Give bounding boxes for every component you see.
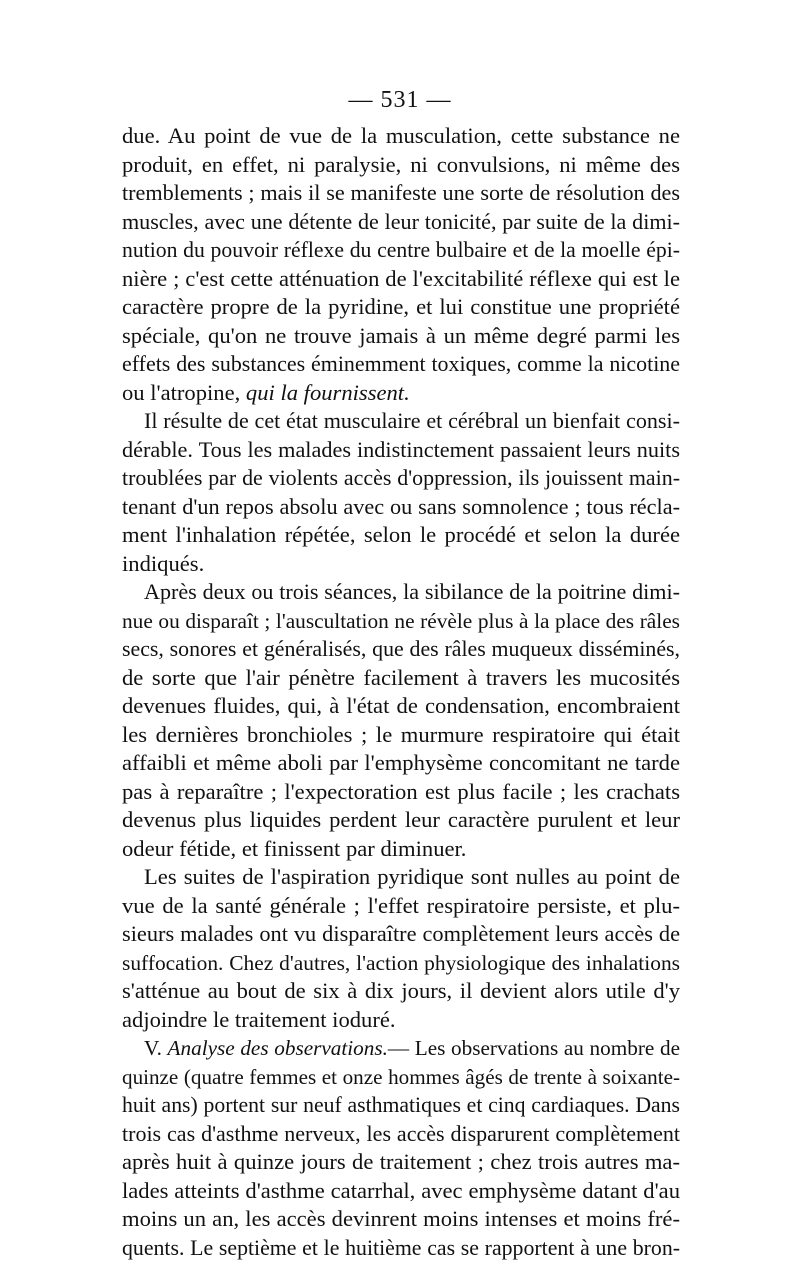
text-line — [122, 721, 680, 750]
text-run: produit, en effet, ni paralysie, ni convulsions, ni même des — [122, 151, 680, 177]
text-line — [122, 122, 680, 151]
text-line — [122, 977, 680, 1006]
text-line — [122, 208, 680, 237]
text-line — [122, 749, 680, 778]
text-run: tremblements ; mais il se manifeste une sorte de résolution des — [122, 180, 680, 205]
text-line — [122, 379, 680, 408]
text-line — [122, 493, 680, 522]
text-line — [122, 407, 680, 436]
text-line — [122, 607, 680, 636]
text-run: — Les observations au nombre de — [387, 1036, 680, 1060]
text-run: due. Au point de vue de la musculation, cette substance ne — [122, 123, 680, 148]
text-run: pas à reparaître ; l'expectoration est plus facile ; les crachats — [122, 778, 680, 804]
text-line — [122, 578, 680, 607]
text-line — [122, 1148, 680, 1177]
text-line — [122, 265, 680, 294]
text-run: adjoindre le traitement ioduré. — [122, 1006, 396, 1032]
text-line — [122, 949, 680, 978]
text-run: secs, sonores et généralisés, que des râles muqueux disséminés, — [122, 637, 680, 661]
text-run: huit ans) portent sur neuf asthmatiques et cinq cardiaques. Dans — [122, 1093, 680, 1117]
text-run: V. — [144, 1036, 168, 1060]
text-run: quents. Le septième et le huitième cas se rapportent à une bron- — [122, 1235, 680, 1260]
text-run: nution du pouvoir réflexe du centre bulbaire et de la moelle épi- — [122, 238, 680, 262]
text-run: Il résulte de cet état musculaire et cérébral un bienfait consi- — [144, 408, 680, 433]
text-run: trois cas d'asthme nerveux, les accès disparurent complètement — [122, 1120, 680, 1146]
body-text — [122, 122, 680, 1262]
text-line — [122, 464, 680, 493]
text-run: Après deux ou trois séances, la sibilance de la poitrine dimi- — [144, 579, 680, 604]
text-run: nière ; c'est cette atténuation de l'excitabilité réflexe qui est le — [122, 265, 680, 291]
text-run: effets des substances éminemment toxiques, comme la nicotine — [122, 351, 680, 376]
text-run: devenus plus liquides perdent leur caractère purulent et leur — [122, 807, 680, 832]
text-run: spéciale, qu'on ne trouve jamais à un même degré parmi les — [122, 322, 680, 348]
italic-text-run: Analyse des observations. — [167, 1036, 388, 1060]
text-line — [122, 1034, 680, 1063]
text-line — [122, 293, 680, 322]
text-line — [122, 664, 680, 693]
text-run: après huit à quinze jours de traitement ; chez trois autres ma- — [122, 1149, 680, 1174]
text-run: moins un an, les accès devinrent moins intenses et moins fré- — [122, 1206, 680, 1231]
text-run: s'atténue au bout de six à dix jours, il devient alors utile d'y — [122, 978, 680, 1003]
text-run: nue ou disparaît ; l'auscultation ne révèle plus à la place des râles — [122, 608, 680, 633]
text-line — [122, 350, 680, 379]
text-line — [122, 778, 680, 807]
text-run: caractère propre de la pyridine, et lui constitue une propriété — [122, 294, 680, 319]
text-line — [122, 322, 680, 351]
text-run: muscles, avec une détente de leur tonicité, par suite de la dimi- — [122, 208, 680, 234]
page-number: — 531 — — [348, 87, 452, 113]
text-line — [122, 920, 680, 949]
text-run: sieurs malades ont vu disparaître complètement leurs accès de — [122, 921, 680, 946]
text-run: de sorte que l'air pénètre facilement à travers les mucosités — [122, 664, 680, 690]
text-run: vue de la santé générale ; l'effet respiratoire persiste, et plu- — [122, 892, 680, 918]
text-line — [122, 179, 680, 208]
text-run: les dernières bronchioles ; le murmure respiratoire qui était — [122, 721, 680, 747]
text-run: suffocation. Chez d'autres, l'action physiologique des inhalations — [122, 950, 680, 975]
text-line — [122, 521, 680, 550]
text-run: lades atteints d'asthme catarrhal, avec emphysème datant d'au — [122, 1177, 680, 1203]
text-run: ment l'inhalation répétée, selon le procédé et selon la durée — [122, 522, 680, 547]
text-line — [122, 151, 680, 180]
text-line — [122, 892, 680, 921]
text-run: dérable. Tous les malades indistinctement passaient leurs nuits — [122, 436, 680, 462]
text-line — [122, 835, 680, 864]
text-run: troublées par de violents accès d'oppression, ils jouissent main- — [122, 465, 680, 490]
text-run: Les suites de l'aspiration pyridique sont nulles au point de — [144, 864, 680, 889]
text-run: odeur fétide, et finissent par diminuer. — [122, 835, 467, 861]
text-run: ou l'atropine, — [122, 379, 246, 405]
text-line — [122, 236, 680, 265]
text-run: tenant d'un repos absolu avec ou sans somnolence ; tous récla- — [122, 493, 680, 519]
text-line — [122, 1120, 680, 1149]
text-line — [122, 692, 680, 721]
text-run: quinze (quatre femmes et onze hommes âgés de trente à soixante- — [122, 1064, 680, 1089]
text-line — [122, 806, 680, 835]
text-run: devenues fluides, qui, à l'état de condensation, encombraient — [122, 693, 680, 718]
text-line — [122, 863, 680, 892]
text-line — [122, 1006, 680, 1035]
text-line — [122, 1234, 680, 1262]
text-run: indiqués. — [122, 550, 205, 576]
text-line — [122, 1205, 680, 1234]
text-line — [122, 550, 680, 579]
text-line — [122, 436, 680, 465]
text-run: affaibli et même aboli par l'emphysème concomitant ne tarde — [122, 750, 680, 775]
text-line — [122, 635, 680, 664]
italic-text-run: qui la fournissent. — [245, 379, 410, 405]
text-line — [122, 1177, 680, 1206]
text-line — [122, 1063, 680, 1092]
text-line — [122, 1091, 680, 1120]
